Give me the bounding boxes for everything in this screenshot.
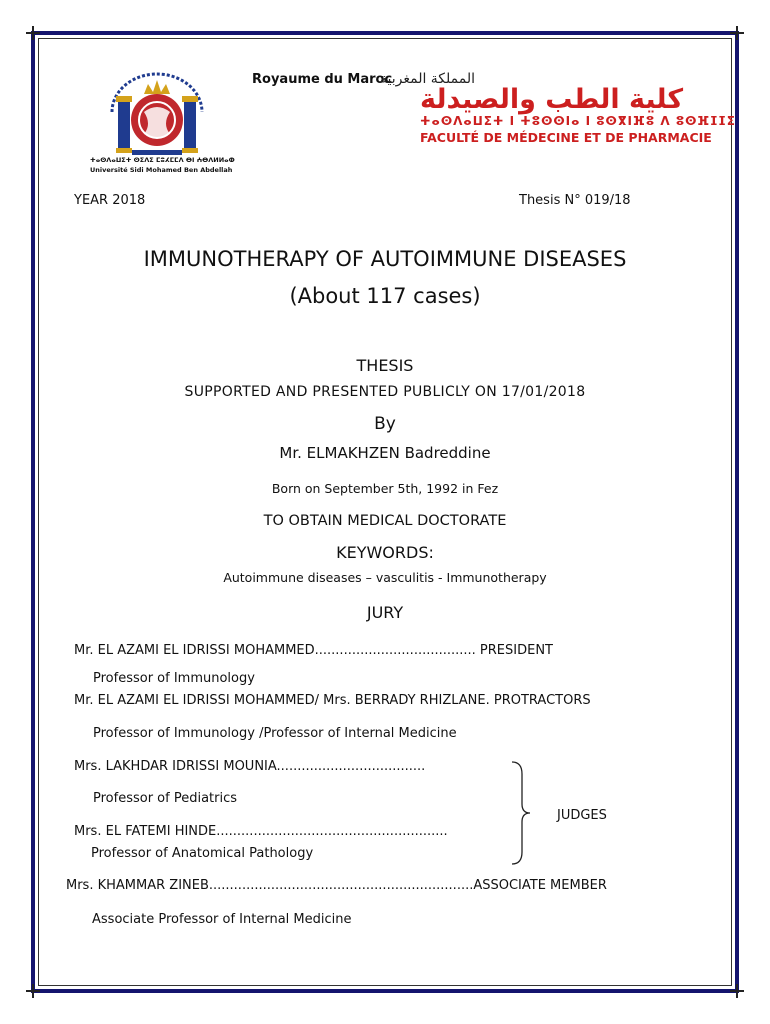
jury-associate-member: Mrs. KHAMMAR ZINEB................................................................ASSOCIATE MEMBER [66,878,607,893]
kingdom-arabic: المملكة المغربية [380,71,476,87]
kingdom-name: Royaume du Maroc [252,72,393,87]
university-name: Université Sidi Mohamed Ben Abdellah [90,166,233,174]
keywords-heading: KEYWORDS: [336,543,434,562]
jury-protractors-title: Professor of Immunology /Professor of Internal Medicine [93,726,457,741]
judges-brace-icon [510,760,532,866]
faculty-tifinagh: ⵜⴰⵙⴷⴰⵡⵉⵜ ⵏ ⵜⵓⵙⵙⵏⴰ ⵏ ⵓⵙⴳⵏⴼⵓ ⴷ ⵓⵙⴼⵊⵊⵉ [420,114,736,128]
corner-ornament [26,984,40,998]
jury-president-title: Professor of Immunology [93,671,255,686]
university-logo [92,72,242,162]
thesis-number: Thesis N° 019/18 [519,193,631,208]
thesis-heading: THESIS [356,356,414,375]
author-name: Mr. ELMAKHZEN Badreddine [279,444,491,462]
judges-label: JUDGES [557,808,607,823]
faculty-arabic: كلية الطب والصيدلة [420,84,684,115]
thesis-title: IMMUNOTHERAPY OF AUTOIMMUNE DISEASES [143,247,627,271]
thesis-subtitle: (About 117 cases) [289,284,481,308]
corner-ornament [730,984,744,998]
corner-ornament [730,26,744,40]
page-border-inner [38,38,732,986]
university-emblem-icon [92,72,242,162]
keywords: Autoimmune diseases – vasculitis - Immunotherapy [223,570,547,585]
author-birth: Born on September 5th, 1992 in Fez [271,481,499,496]
jury-judge-1: Mrs. LAKHDAR IDRISSI MOUNIA.................................... [74,759,426,774]
jury-judge-1-title: Professor of Pediatrics [93,791,238,806]
jury-protractors: Mr. EL AZAMI EL IDRISSI MOHAMMED/ Mrs. BERRADY RHIZLANE. PROTRACTORS [74,693,591,708]
jury-judge-2: Mrs. EL FATEMI HINDE........................................................ [74,824,448,839]
university-tifinagh-name: ⵜⴰⵙⴷⴰⵡⵉⵜ ⵙⵉⴷⵉ ⵎⵓⵃⵎⵎⴷ ⴱⵏ ⵄⴱⴷⵍⵍⴰⵀ [90,156,235,164]
corner-ornament [26,26,40,40]
jury-president: Mr. EL AZAMI EL IDRISSI MOHAMMED....................................... PRESIDENT [74,643,553,658]
jury-heading: JURY [366,603,404,622]
jury-associate-title: Associate Professor of Internal Medicine [92,912,352,927]
jury-judge-2-title: Professor of Anatomical Pathology [91,846,314,861]
faculty-name: FACULTÉ DE MÉDECINE ET DE PHARMACIE [420,130,712,145]
by-label: By [374,414,396,434]
degree-purpose: TO OBTAIN MEDICAL DOCTORATE [263,513,507,529]
presentation-date: SUPPORTED AND PRESENTED PUBLICLY ON 17/01/2018 [184,384,586,400]
year-label: YEAR 2018 [74,193,146,208]
